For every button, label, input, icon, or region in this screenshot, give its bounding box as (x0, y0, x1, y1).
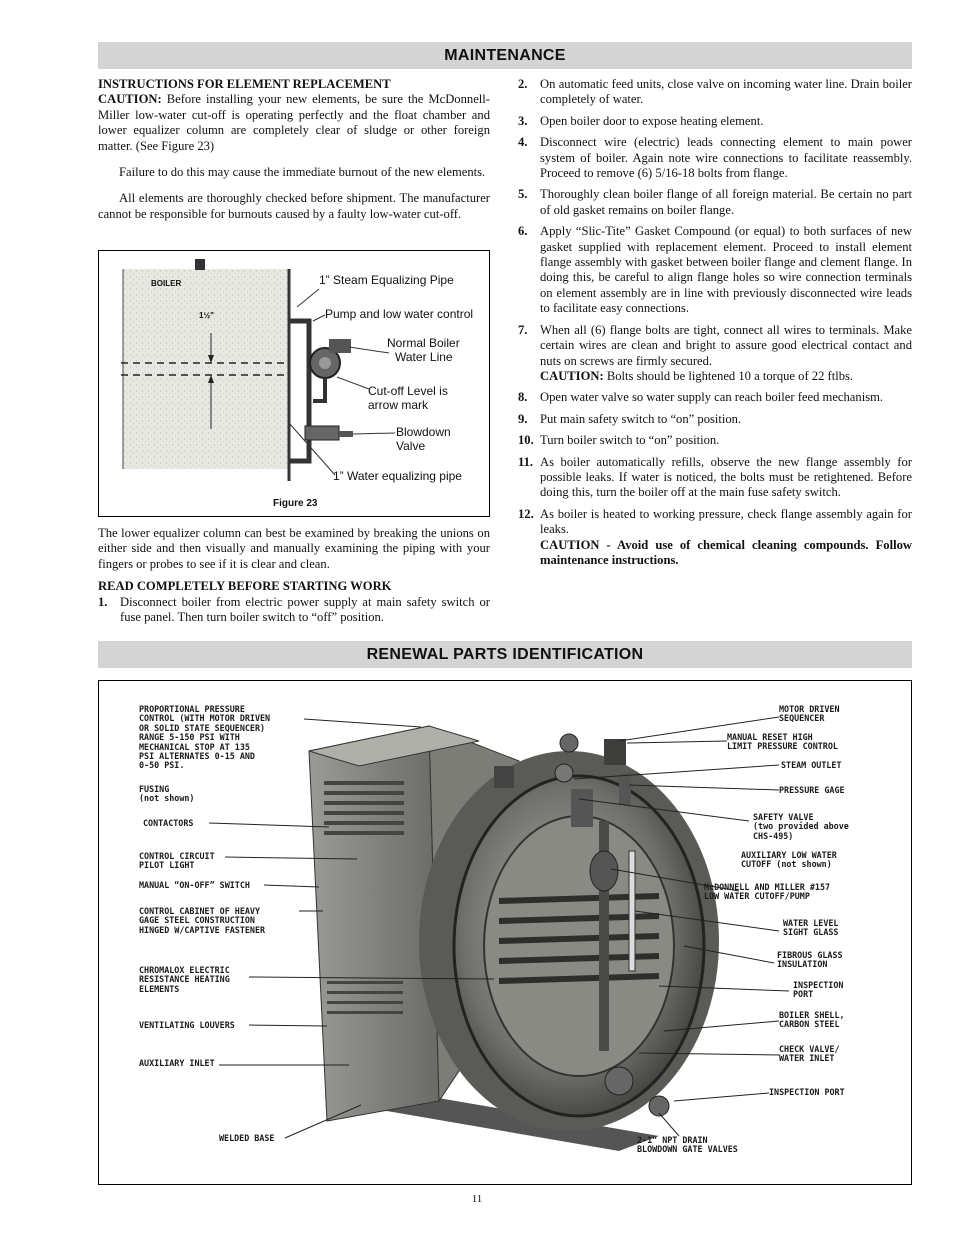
step-7-caution-text: Bolts should be lightened 10 a torque of 22 ftlbs. (606, 368, 854, 383)
step-5 (518, 187, 912, 218)
steam-pipe-label: 1” Steam Equalizing Pipe (319, 273, 454, 287)
parts-label-control-cabinet: CONTROL CABINET OF HEAVY GAGE STEEL CONSTRUCTION HINGED W/CAPTIVE FASTENER (139, 906, 266, 935)
step-3-number: 3. (518, 113, 528, 128)
step-11 (518, 455, 912, 501)
step-11-text: As boiler automatically refills, observe the new flange assembly for possible leaks. If water is noticed, the bolts must be retightened. Before doing this, turn the boiler off at the main fuse safety switch. (540, 454, 912, 500)
step-4 (518, 135, 912, 181)
step-12-caution: CAUTION - Avoid use of chemical cleaning compounds. Follow maintenance instructions. (540, 537, 912, 567)
parts-label-pressure-control: PROPORTIONAL PRESSURE CONTROL (WITH MOTOR DRIVEN OR SOLID STATE SEQUENCER) RANGE 5-150 PSI WITH MECHANICAL STOP AT 135 PSI ALTERNATES 0-15 AND 0-50 PSI. (139, 704, 271, 771)
step-10-text: Turn boiler switch to “on” position. (540, 433, 720, 448)
step-8 (518, 390, 912, 405)
cutoff-level-label-1: Cut-off Level is (368, 384, 448, 398)
parts-label-ventilating-louvers: VENTILATING LOUVERS (139, 1020, 235, 1030)
step-9 (518, 412, 912, 427)
figure-caption: Figure 23 (273, 498, 318, 509)
step-12-number: 12. (518, 506, 534, 521)
parts-label-auxiliary-inlet: AUXILIARY INLET (139, 1058, 215, 1068)
pump-control-label: Pump and low water control (325, 307, 474, 321)
water-pipe-label: 1” Water equalizing pipe (333, 469, 462, 483)
step-11-number: 11. (518, 454, 534, 469)
parts-label-on-off-switch: MANUAL “ON-OFF” SWITCH (139, 880, 250, 890)
step-1 (98, 595, 490, 626)
step-6-number: 6. (518, 224, 528, 239)
step-12 (518, 507, 912, 569)
paragraph-failure: Failure to do this may cause the immediate burnout of the new elements. (119, 165, 486, 180)
parts-label-pilot-light: CONTROL CIRCUIT PILOT LIGHT (139, 851, 215, 871)
step-3-text: Open boiler door to expose heating element. (540, 113, 764, 128)
step-8-text: Open water valve so water supply can reach boiler feed mechanism. (540, 390, 884, 405)
parts-label-fusing: FUSING (not shown) (139, 784, 195, 804)
step-10 (518, 433, 912, 448)
parts-label-drain-valves: 2-1" NPT DRAIN BLOWDOWN GATE VALVES (637, 1135, 738, 1155)
step-7-caution-label: CAUTION: (540, 368, 604, 383)
step-2-number: 2. (518, 77, 528, 91)
parts-label-pressure-gage: PRESSURE GAGE (779, 785, 845, 795)
normal-water-line-label-1: Normal Boiler (387, 336, 460, 350)
parts-label-inspection-port-lower: INSPECTION PORT (769, 1087, 845, 1097)
parts-label-boiler-shell: BOILER SHELL, CARBON STEEL (779, 1010, 845, 1030)
step-10-number: 10. (518, 433, 534, 448)
renewal-parts-header: RENEWAL PARTS IDENTIFICATION (98, 641, 912, 668)
cutoff-level-label-2: arrow mark (368, 398, 429, 412)
figure-23 (98, 250, 490, 517)
step-7-text: When all (6) flange bolts are tight, connect all wires to terminals. Make certain wires are clean and bright to assure good electrical contact and nuts on screws are firmly secured. (540, 322, 912, 368)
left-column-bottom (98, 526, 490, 631)
parts-label-steam-outlet: STEAM OUTLET (781, 760, 842, 770)
step-5-text: Thoroughly clean boiler flange of all foreign material. Be certain no part of old gasket remains on boiler flange. (540, 187, 912, 217)
step-9-number: 9. (518, 411, 528, 426)
step-6-text: Apply “Slic-Tite” Gasket Compound (or equal) to both surfaces of new gasket supplied with replacement element. Proceed to install element flange assembly with gasket between boiler flange and clement flange. In doing this, be careful to align flange holes so wire connection terminals on element assembly are in line with previously disconnected wire leads to facilitate easy connections. (540, 224, 912, 316)
step-4-number: 4. (518, 135, 528, 150)
parts-label-insulation: FIBROUS GLASS INSULATION (777, 950, 843, 970)
boiler-label: BOILER (151, 279, 182, 288)
dimension-label: 1½" (199, 311, 214, 320)
parts-label-mcdonnell-miller: McDONNELL AND MILLER #157 LOW WATER CUTOFF/PUMP (704, 882, 831, 902)
step-6 (518, 224, 912, 316)
left-column-top (98, 77, 490, 228)
normal-water-line-label-2: Water Line (395, 350, 453, 364)
blowdown-valve-label-2: Valve (396, 439, 426, 453)
step-7-number: 7. (518, 322, 528, 337)
step-4-text: Disconnect wire (electric) leads connecting element to main power system of boiler. Again note wire connections to facilitate reassembly. Proceed to remove (6) 5/16-18 bolts from flange. (540, 135, 912, 181)
caution-label: CAUTION: (98, 92, 162, 107)
step-2 (518, 77, 912, 108)
paragraph-checked: All elements are thoroughly checked before shipment. The manufacturer cannot be responsible for burnouts caused by a faulty low-water cut-off. (98, 191, 490, 221)
step-7 (518, 323, 912, 385)
renewal-parts-illustration (98, 680, 912, 1185)
step-1-text: Disconnect boiler from electric power supply at main safety switch or fuse panel. Then turn boiler switch to “off” position. (120, 594, 490, 625)
step-5-number: 5. (518, 187, 528, 202)
blowdown-valve-label-1: Blowdown (396, 425, 451, 439)
element-replacement-title: INSTRUCTIONS FOR ELEMENT REPLACEMENT (98, 77, 391, 91)
step-1-number: 1. (98, 594, 108, 609)
caution-text: Before installing your new elements, be sure the McDonnell-Miller low-water cut-off is operating perfectly and the float chamber and lower equalizer column are completely clear of sludge or other foreign matter. (See Figure 23) (98, 92, 490, 153)
parts-label-sight-glass: WATER LEVEL SIGHT GLASS (783, 918, 839, 938)
parts-label-motor-sequencer: MOTOR DRIVEN SEQUENCER (779, 704, 840, 724)
step-3 (518, 114, 912, 129)
parts-label-aux-low-water: AUXILIARY LOW WATER CUTOFF (not shown) (741, 850, 837, 870)
right-column (518, 77, 912, 574)
page-number: 11 (471, 1193, 483, 1205)
parts-label-welded-base: WELDED BASE (219, 1133, 275, 1143)
parts-label-contactors: CONTACTORS (143, 818, 194, 828)
parts-label-safety-valve: SAFETY VALVE (two provided above CHS-495) (753, 812, 849, 841)
parts-label-heating-elements: CHROMALOX ELECTRIC RESISTANCE HEATING ELEMENTS (139, 965, 230, 994)
step-12-text: As boiler is heated to working pressure, check flange assembly again for leaks. (540, 506, 912, 537)
maintenance-header: MAINTENANCE (98, 42, 912, 69)
parts-label-inspection-port-upper: INSPECTION PORT (793, 980, 844, 1000)
paragraph-equalizer: The lower equalizer column can best be examined by breaking the unions on either side and then visually and manually examining the piping with your fingers or probes to see if it is clear and clean. (98, 526, 490, 571)
step-2-text: On automatic feed units, close valve on incoming water line. Drain boiler completely of water. (540, 77, 912, 107)
parts-label-high-limit: MANUAL RESET HIGH LIMIT PRESSURE CONTROL (727, 732, 838, 752)
step-8-number: 8. (518, 390, 528, 405)
step-9-text: Put main safety switch to “on” position. (540, 411, 742, 426)
read-completely-title: READ COMPLETELY BEFORE STARTING WORK (98, 579, 392, 594)
parts-label-check-valve: CHECK VALVE/ WATER INLET (779, 1044, 840, 1064)
